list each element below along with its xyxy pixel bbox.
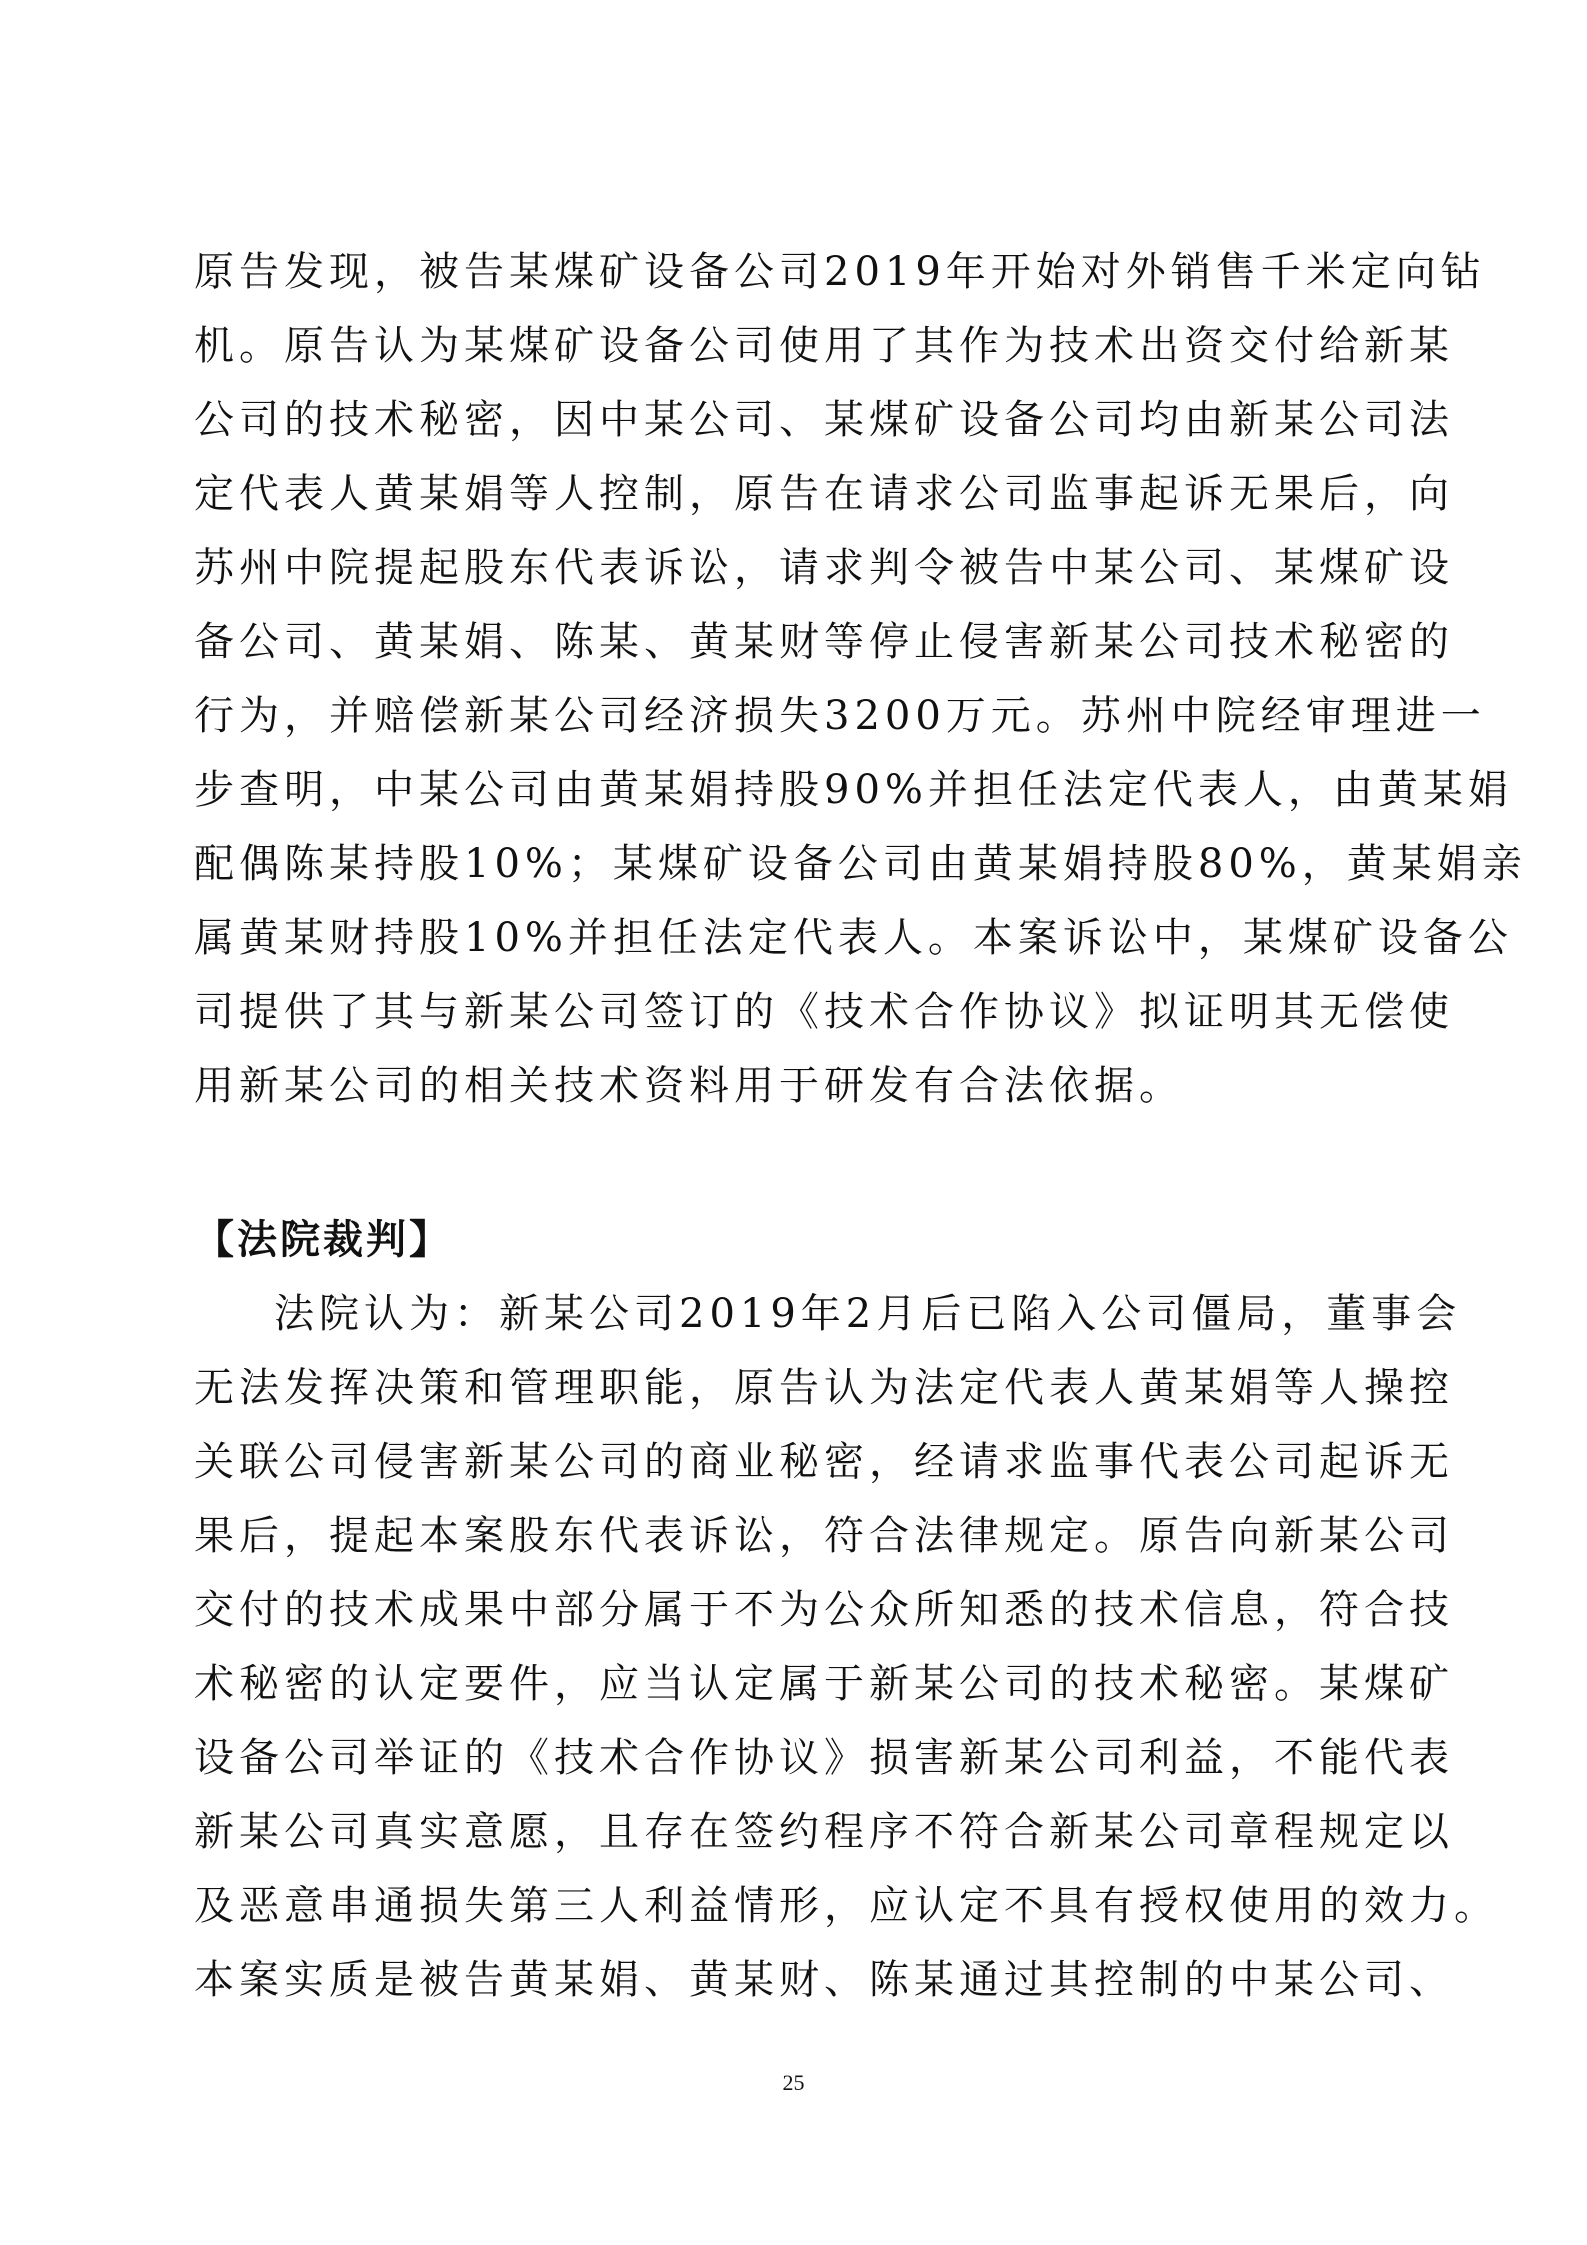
paragraph-1-line-7: 行为，并赔偿新某公司经济损失3200万元。苏州中院经审理进一 [194, 693, 1486, 739]
paragraph-2-line-10: 本案实质是被告黄某娟、黄某财、陈某通过其控制的中某公司、 [194, 1957, 1454, 2003]
paragraph-2-line-8: 新某公司真实意愿，且存在签约程序不符合新某公司章程规定以 [194, 1809, 1454, 1855]
paragraph-1-line-6: 备公司、黄某娟、陈某、黄某财等停止侵害新某公司技术秘密的 [194, 619, 1454, 665]
section-heading: 【法院裁判】 [194, 1216, 452, 1263]
paragraph-1-line-4: 定代表人黄某娟等人控制，原告在请求公司监事起诉无果后，向 [194, 471, 1454, 517]
paragraph-2-line-1: 法院认为：新某公司2019年2月后已陷入公司僵局，董事会 [274, 1291, 1462, 1337]
paragraph-1-line-5: 苏州中院提起股东代表诉讼，请求判令被告中某公司、某煤矿设 [194, 545, 1454, 591]
paragraph-1-line-3: 公司的技术秘密，因中某公司、某煤矿设备公司均由新某公司法 [194, 397, 1454, 443]
paragraph-2-line-4: 果后，提起本案股东代表诉讼，符合法律规定。原告向新某公司 [194, 1513, 1454, 1559]
paragraph-1-line-2: 机。原告认为某煤矿设备公司使用了其作为技术出资交付给新某 [194, 323, 1454, 369]
paragraph-2-line-9: 及恶意串通损失第三人利益情形，应认定不具有授权使用的效力。 [194, 1883, 1499, 1929]
paragraph-1-line-12: 用新某公司的相关技术资料用于研发有合法依据。 [194, 1063, 1184, 1109]
paragraph-2-line-5: 交付的技术成果中部分属于不为公众所知悉的技术信息，符合技 [194, 1587, 1454, 1633]
paragraph-2-line-7: 设备公司举证的《技术合作协议》损害新某公司利益，不能代表 [194, 1735, 1454, 1781]
paragraph-2-line-2: 无法发挥决策和管理职能，原告认为法定代表人黄某娟等人操控 [194, 1365, 1454, 1411]
paragraph-1-line-8: 步查明，中某公司由黄某娟持股90%并担任法定代表人，由黄某娟 [194, 767, 1513, 813]
paragraph-1-line-1: 原告发现，被告某煤矿设备公司2019年开始对外销售千米定向钻 [194, 249, 1486, 295]
page-number: 25 [782, 2070, 805, 2095]
paragraph-1-line-9: 配偶陈某持股10%；某煤矿设备公司由黄某娟持股80%，黄某娟亲 [194, 841, 1527, 887]
paragraph-2-line-3: 关联公司侵害新某公司的商业秘密，经请求监事代表公司起诉无 [194, 1439, 1454, 1485]
paragraph-2-line-6: 术秘密的认定要件，应当认定属于新某公司的技术秘密。某煤矿 [194, 1661, 1454, 1707]
paragraph-1-line-10: 属黄某财持股10%并担任法定代表人。本案诉讼中，某煤矿设备公 [194, 915, 1513, 961]
paragraph-1-line-11: 司提供了其与新某公司签订的《技术合作协议》拟证明其无偿使 [194, 989, 1454, 1035]
